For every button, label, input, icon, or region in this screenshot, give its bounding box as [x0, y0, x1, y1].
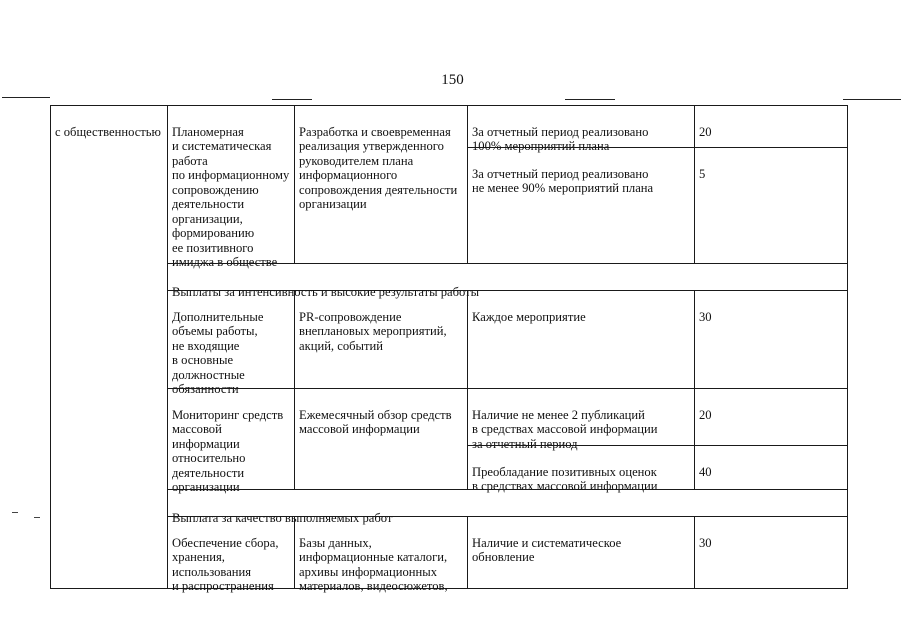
condition-text: За отчетный период реализовано 100% мероприятий плана — [472, 124, 649, 153]
table-cell-criteria — [294, 388, 468, 490]
condition-text: Наличие не менее 2 публикаций в средствах массовой информации за отчетный период — [472, 407, 658, 451]
table-cell-points — [694, 105, 848, 148]
indicator-text: Планомерная и систематическая работа по информационному сопровождению деятельности организации, формированию ее позитивного имиджа в обществе — [172, 124, 290, 269]
condition-text: Наличие и систематическое обновление — [472, 535, 622, 564]
scan-line-left — [2, 97, 50, 98]
points-text: 30 — [699, 535, 712, 550]
points-text: 5 — [699, 166, 706, 181]
section-header-text: Выплаты за интенсивность и высокие результаты работы — [172, 284, 480, 299]
scan-line-mid-left — [272, 99, 312, 100]
scan-line-mid-right — [565, 99, 615, 100]
table-cell-category — [50, 105, 168, 589]
indicator-text: Дополнительные объемы работы, не входящие в основные должностные обязанности — [172, 309, 264, 396]
table-cell-condition — [467, 147, 695, 264]
table-cell-criteria — [294, 105, 468, 264]
criteria-text: Разработка и своевременная реализация утвержденного руководителем плана информационного сопровождения деятельности организации — [299, 124, 458, 211]
table-cell-condition — [467, 105, 695, 153]
points-text: 30 — [699, 309, 712, 324]
condition-text: За отчетный период реализовано не менее 90% мероприятий плана — [472, 166, 654, 195]
points-text: 40 — [699, 464, 712, 479]
table-cell-indicator — [167, 105, 295, 269]
scan-dash-2 — [34, 517, 40, 518]
page-number: 150 — [441, 72, 464, 88]
table-cell-points — [694, 516, 848, 589]
category-text: с общественностью — [55, 124, 161, 139]
table-cell-criteria — [294, 516, 468, 593]
indicator-text: Обеспечение сбора, хранения, использования и распространения — [172, 535, 279, 593]
table-section-header — [167, 489, 848, 525]
criteria-text: Базы данных, информационные каталоги, архивы информационных материалов, видеосюжетов, — [299, 535, 448, 593]
scan-line-right — [843, 99, 901, 100]
points-text: 20 — [699, 124, 712, 139]
table-cell-condition — [467, 388, 695, 451]
table-section-header — [167, 263, 848, 299]
table-cell-criteria — [294, 290, 468, 389]
table-cell-points — [694, 290, 848, 389]
criteria-text: Ежемесячный обзор средств массовой информации — [299, 407, 452, 436]
table-cell-condition — [467, 516, 695, 589]
table-cell-points — [694, 147, 848, 264]
indicator-text: Мониторинг средств массовой информации относительно деятельности организации — [172, 407, 284, 494]
table-cell-points — [694, 445, 848, 490]
table-cell-condition — [467, 445, 695, 493]
table-cell-indicator — [167, 516, 295, 593]
section-header-text: Выплата за качество выполняемых работ — [172, 510, 393, 525]
condition-text: Преобладание позитивных оценок в средствах массовой информации — [472, 464, 658, 493]
table-cell-indicator — [167, 290, 295, 396]
criteria-text: PR-сопровождение внеплановых мероприятий, акций, событий — [299, 309, 447, 353]
scan-dash-1 — [12, 512, 18, 513]
table-cell-indicator — [167, 388, 295, 494]
points-text: 20 — [699, 407, 712, 422]
table-cell-condition — [467, 290, 695, 389]
table-cell-points — [694, 388, 848, 446]
condition-text: Каждое мероприятие — [472, 309, 586, 324]
